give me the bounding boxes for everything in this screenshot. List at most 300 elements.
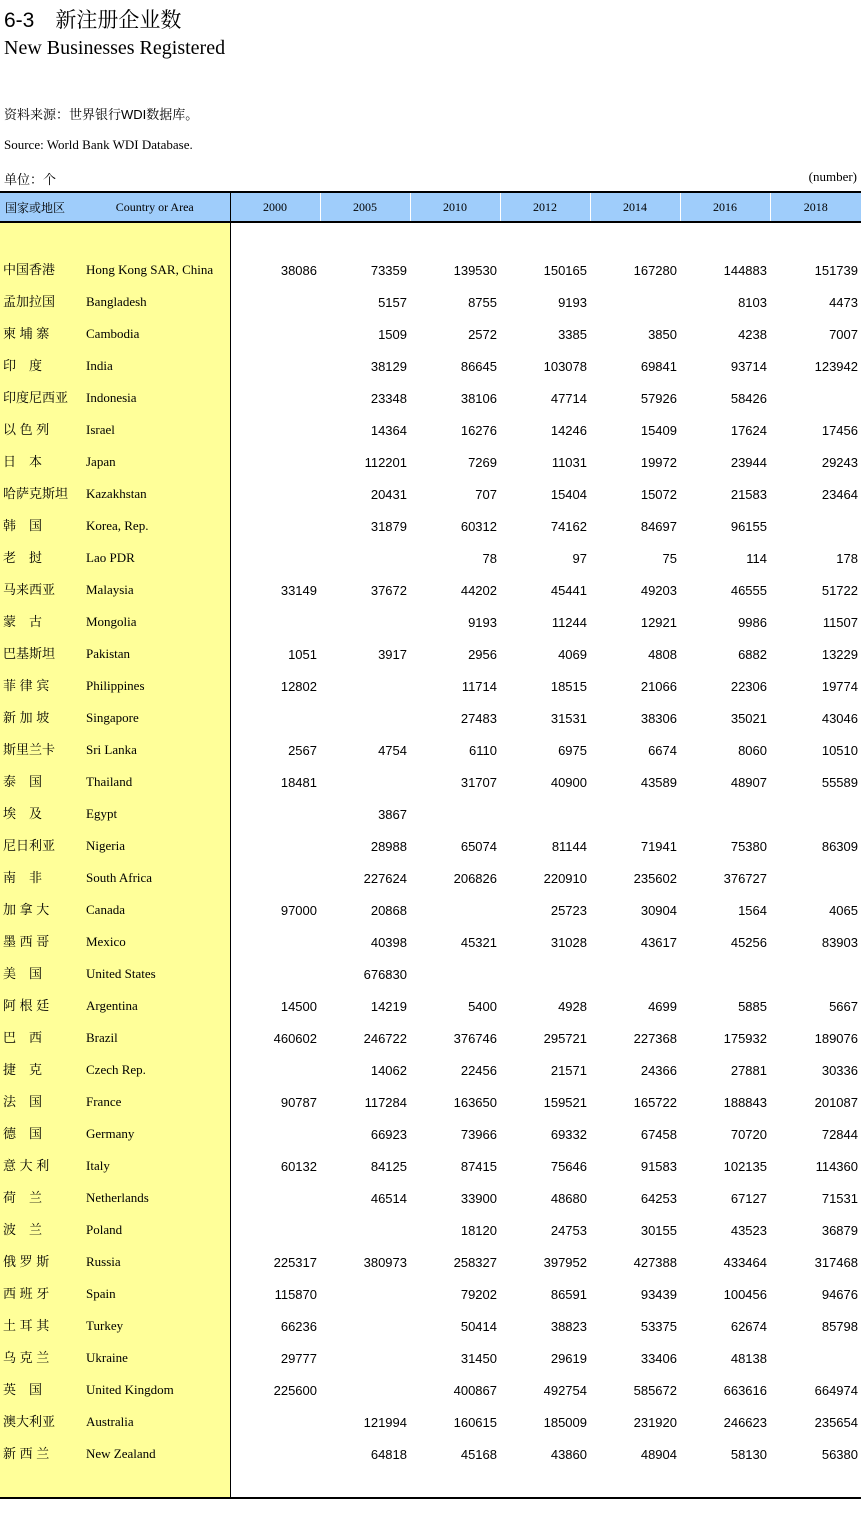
value-cell — [680, 956, 770, 988]
country-name-cn: 捷 克 — [0, 1052, 80, 1084]
value-cell: 492754 — [543, 1383, 587, 1398]
value-cell: 38306 — [640, 711, 677, 726]
value-cell: 72844 — [821, 1127, 858, 1142]
country-name-en: Singapore — [80, 700, 230, 732]
value-cell: 83903 — [821, 935, 858, 950]
spacer-cell — [410, 222, 500, 252]
country-name-en: Cambodia — [80, 316, 230, 348]
value-cell — [590, 796, 680, 828]
value-cell — [230, 604, 320, 636]
value-cell: 19774 — [821, 679, 858, 694]
value-cell: 30336 — [821, 1063, 858, 1078]
country-name-en: Canada — [80, 892, 230, 924]
value-cell: 295721 — [543, 1031, 587, 1046]
spacer-cell — [0, 222, 80, 252]
table-row — [0, 380, 861, 412]
value-cell: 46555 — [730, 583, 767, 598]
country-name-en: Spain — [80, 1276, 230, 1308]
country-name-en: Argentina — [80, 988, 230, 1020]
spacer-cell — [80, 1468, 230, 1498]
value-cell: 71941 — [640, 839, 677, 854]
value-cell: 87415 — [460, 1159, 497, 1174]
value-cell: 22456 — [460, 1063, 497, 1078]
value-cell — [230, 924, 320, 956]
value-cell: 93439 — [640, 1287, 677, 1302]
value-cell: 3867 — [378, 807, 407, 822]
value-cell: 676830 — [363, 967, 407, 982]
value-cell: 73359 — [370, 263, 407, 278]
table-row — [0, 1148, 861, 1180]
country-name-en: Pakistan — [80, 636, 230, 668]
value-cell: 21583 — [730, 487, 767, 502]
value-cell: 8755 — [468, 295, 497, 310]
country-name-cn: 菲 律 宾 — [0, 668, 80, 700]
value-cell: 4928 — [558, 999, 587, 1014]
value-cell — [500, 956, 590, 988]
value-cell: 30904 — [640, 903, 677, 918]
value-cell: 23944 — [730, 455, 767, 470]
value-cell — [770, 956, 861, 988]
table-row — [0, 956, 861, 988]
country-name-cn: 埃 及 — [0, 796, 80, 828]
source-note-cn: 资料来源：世界银行WDI数据库。 — [4, 107, 199, 122]
value-cell — [320, 604, 410, 636]
value-cell: 29777 — [280, 1351, 317, 1366]
value-cell: 14219 — [370, 999, 407, 1014]
value-cell: 38106 — [460, 391, 497, 406]
table-row — [0, 764, 861, 796]
value-cell: 114360 — [815, 1159, 858, 1174]
value-cell: 4699 — [648, 999, 677, 1014]
spacer-cell — [0, 1468, 80, 1498]
value-cell — [590, 956, 680, 988]
value-cell: 33900 — [460, 1191, 497, 1206]
value-cell: 167280 — [633, 263, 677, 278]
value-cell: 93714 — [730, 359, 767, 374]
country-name-en: Mexico — [80, 924, 230, 956]
spacer-cell — [320, 222, 410, 252]
value-cell: 73966 — [460, 1127, 497, 1142]
value-cell: 8103 — [738, 295, 767, 310]
value-cell: 90787 — [280, 1095, 317, 1110]
value-cell: 376746 — [453, 1031, 497, 1046]
country-name-en: New Zealand — [80, 1436, 230, 1468]
country-name-en: Lao PDR — [80, 540, 230, 572]
value-cell: 97000 — [280, 903, 317, 918]
value-cell: 11507 — [822, 615, 858, 630]
country-name-en: Brazil — [80, 1020, 230, 1052]
value-cell: 60312 — [460, 519, 497, 534]
country-name-en: Malaysia — [80, 572, 230, 604]
country-name-cn: 南 非 — [0, 860, 80, 892]
country-name-en: Russia — [80, 1244, 230, 1276]
value-cell: 117284 — [364, 1095, 407, 1110]
value-cell: 139530 — [453, 263, 497, 278]
value-cell: 188843 — [723, 1095, 767, 1110]
value-cell: 40398 — [370, 935, 407, 950]
table-spacer-row — [0, 1468, 861, 1498]
value-cell: 1509 — [378, 327, 407, 342]
value-cell: 22306 — [730, 679, 767, 694]
value-cell — [230, 316, 320, 348]
value-cell: 225600 — [273, 1383, 317, 1398]
value-cell: 58130 — [730, 1447, 767, 1462]
column-header-year: 2005 — [320, 192, 410, 222]
value-cell: 664974 — [814, 1383, 858, 1398]
value-cell: 97 — [572, 551, 587, 566]
table-row — [0, 732, 861, 764]
table-row — [0, 476, 861, 508]
value-cell: 112201 — [364, 455, 407, 470]
table-row — [0, 1052, 861, 1084]
value-cell — [230, 796, 320, 828]
value-cell: 5400 — [468, 999, 497, 1014]
country-name-cn: 孟加拉国 — [0, 284, 80, 316]
country-name-en: Korea, Rep. — [80, 508, 230, 540]
value-cell — [230, 1116, 320, 1148]
table-row — [0, 1212, 861, 1244]
value-cell — [230, 1404, 320, 1436]
value-cell: 18481 — [280, 775, 317, 790]
value-cell: 9193 — [558, 295, 587, 310]
column-header-year: 2016 — [680, 192, 770, 222]
value-cell: 397952 — [543, 1255, 587, 1270]
value-cell: 2956 — [468, 647, 497, 662]
value-cell: 4238 — [738, 327, 767, 342]
spacer-cell — [230, 222, 320, 252]
value-cell: 86309 — [821, 839, 858, 854]
value-cell: 74162 — [550, 519, 587, 534]
value-cell: 69332 — [550, 1127, 587, 1142]
value-cell — [230, 348, 320, 380]
value-cell: 15072 — [640, 487, 677, 502]
value-cell: 38129 — [370, 359, 407, 374]
table-row — [0, 1180, 861, 1212]
spacer-cell — [230, 1468, 320, 1498]
value-cell — [770, 508, 861, 540]
value-cell: 65074 — [460, 839, 497, 854]
data-table — [0, 191, 861, 1499]
table-row — [0, 636, 861, 668]
country-name-cn: 以 色 列 — [0, 412, 80, 444]
value-cell: 70720 — [730, 1127, 767, 1142]
country-name-cn: 波 兰 — [0, 1212, 80, 1244]
value-cell — [230, 444, 320, 476]
value-cell — [230, 380, 320, 412]
value-cell: 53375 — [640, 1319, 677, 1334]
country-name-en: Hong Kong SAR, China — [80, 252, 230, 284]
table-body — [0, 222, 861, 1498]
value-cell: 235654 — [814, 1415, 858, 1430]
value-cell: 66923 — [370, 1127, 407, 1142]
value-cell: 46514 — [370, 1191, 407, 1206]
value-cell: 227368 — [633, 1031, 677, 1046]
value-cell: 9193 — [468, 615, 497, 630]
value-cell: 8060 — [738, 743, 767, 758]
country-name-cn: 德 国 — [0, 1116, 80, 1148]
value-cell: 57926 — [640, 391, 677, 406]
value-cell: 66236 — [280, 1319, 317, 1334]
country-name-en: Turkey — [80, 1308, 230, 1340]
spacer-cell — [680, 222, 770, 252]
country-name-cn: 新 西 兰 — [0, 1436, 80, 1468]
value-cell: 55589 — [821, 775, 858, 790]
country-name-cn: 西 班 牙 — [0, 1276, 80, 1308]
value-cell: 75380 — [730, 839, 767, 854]
country-name-en: Germany — [80, 1116, 230, 1148]
value-cell: 23348 — [370, 391, 407, 406]
value-cell: 67127 — [730, 1191, 767, 1206]
value-cell: 31707 — [460, 775, 497, 790]
value-cell: 47714 — [550, 391, 587, 406]
table-row — [0, 1244, 861, 1276]
column-header-year: 2000 — [230, 192, 320, 222]
table-row — [0, 1436, 861, 1468]
value-cell: 14062 — [370, 1063, 407, 1078]
value-cell — [410, 796, 500, 828]
value-cell: 225317 — [273, 1255, 317, 1270]
value-cell — [230, 956, 320, 988]
country-name-en: Nigeria — [80, 828, 230, 860]
column-header-year: 2010 — [410, 192, 500, 222]
value-cell: 2572 — [468, 327, 497, 342]
value-cell: 17624 — [730, 423, 767, 438]
value-cell: 6975 — [558, 743, 587, 758]
value-cell — [230, 700, 320, 732]
value-cell: 24753 — [550, 1223, 587, 1238]
value-cell: 160615 — [453, 1415, 497, 1430]
value-cell: 5667 — [829, 999, 858, 1014]
value-cell: 43523 — [730, 1223, 767, 1238]
value-cell: 3850 — [648, 327, 677, 342]
value-cell: 50414 — [460, 1319, 497, 1334]
value-cell — [320, 764, 410, 796]
value-cell: 43046 — [821, 711, 858, 726]
value-cell — [320, 1276, 410, 1308]
table-row — [0, 1276, 861, 1308]
value-cell: 27881 — [730, 1063, 767, 1078]
value-cell: 663616 — [723, 1383, 767, 1398]
country-name-cn: 荷 兰 — [0, 1180, 80, 1212]
table-header-row — [0, 192, 861, 222]
column-header-year: 2018 — [770, 192, 861, 222]
value-cell: 51722 — [821, 583, 858, 598]
value-cell: 23464 — [821, 487, 858, 502]
value-cell: 85798 — [821, 1319, 858, 1334]
spacer-cell — [770, 1468, 861, 1498]
value-cell: 5885 — [738, 999, 767, 1014]
value-cell: 43589 — [640, 775, 677, 790]
value-cell: 49203 — [640, 583, 677, 598]
country-name-en: Egypt — [80, 796, 230, 828]
table-row — [0, 508, 861, 540]
value-cell: 43860 — [550, 1447, 587, 1462]
value-cell: 7007 — [829, 327, 858, 342]
value-cell: 79202 — [460, 1287, 497, 1302]
country-name-cn: 意 大 利 — [0, 1148, 80, 1180]
value-cell: 14364 — [370, 423, 407, 438]
value-cell — [320, 1212, 410, 1244]
value-cell: 25723 — [550, 903, 587, 918]
value-cell: 3917 — [378, 647, 407, 662]
value-cell: 460602 — [273, 1031, 317, 1046]
value-cell: 100456 — [723, 1287, 767, 1302]
value-cell — [770, 380, 861, 412]
table-spacer-row — [0, 222, 861, 252]
table-row — [0, 988, 861, 1020]
table-row — [0, 348, 861, 380]
value-cell: 91583 — [640, 1159, 677, 1174]
value-cell: 231920 — [633, 1415, 677, 1430]
value-cell: 24366 — [640, 1063, 677, 1078]
value-cell: 206826 — [453, 871, 497, 886]
value-cell: 18120 — [460, 1223, 497, 1238]
value-cell: 178 — [836, 551, 858, 566]
value-cell: 10510 — [821, 743, 858, 758]
country-name-en: Bangladesh — [80, 284, 230, 316]
country-name-en: Kazakhstan — [80, 476, 230, 508]
spacer-cell — [410, 1468, 500, 1498]
value-cell: 58426 — [730, 391, 767, 406]
value-cell: 14500 — [280, 999, 317, 1014]
value-cell: 48138 — [730, 1351, 767, 1366]
country-name-cn: 中国香港 — [0, 252, 80, 284]
value-cell: 150165 — [543, 263, 587, 278]
value-cell: 4473 — [829, 295, 858, 310]
value-cell: 15404 — [550, 487, 587, 502]
country-name-en: Australia — [80, 1404, 230, 1436]
table-row — [0, 1084, 861, 1116]
value-cell — [320, 1308, 410, 1340]
value-cell: 103078 — [543, 359, 587, 374]
value-cell: 64253 — [640, 1191, 677, 1206]
value-cell: 123942 — [814, 359, 858, 374]
value-cell — [770, 796, 861, 828]
country-name-cn: 柬 埔 寨 — [0, 316, 80, 348]
table-row — [0, 604, 861, 636]
country-name-en: Mongolia — [80, 604, 230, 636]
table-row — [0, 892, 861, 924]
value-cell: 235602 — [633, 871, 677, 886]
value-cell: 151739 — [814, 263, 858, 278]
table-row — [0, 444, 861, 476]
value-cell: 144883 — [723, 263, 767, 278]
country-name-cn: 澳大利亚 — [0, 1404, 80, 1436]
value-cell — [230, 412, 320, 444]
value-cell: 27483 — [460, 711, 497, 726]
value-cell — [230, 1180, 320, 1212]
value-cell: 45168 — [460, 1447, 497, 1462]
value-cell — [230, 1436, 320, 1468]
country-name-cn: 新 加 坡 — [0, 700, 80, 732]
table-row — [0, 1404, 861, 1436]
value-cell: 17456 — [821, 423, 858, 438]
value-cell: 71531 — [821, 1191, 858, 1206]
spacer-cell — [590, 222, 680, 252]
country-name-en: United States — [80, 956, 230, 988]
value-cell: 28988 — [370, 839, 407, 854]
page-title-en: New Businesses Registered — [4, 37, 226, 59]
value-cell: 12802 — [280, 679, 317, 694]
value-cell: 1564 — [738, 903, 767, 918]
country-name-en: Ukraine — [80, 1340, 230, 1372]
value-cell: 400867 — [453, 1383, 497, 1398]
value-cell: 15409 — [640, 423, 677, 438]
value-cell: 5157 — [378, 295, 407, 310]
value-cell: 84125 — [370, 1159, 407, 1174]
country-name-cn: 法 国 — [0, 1084, 80, 1116]
table-row — [0, 412, 861, 444]
country-name-cn: 英 国 — [0, 1372, 80, 1404]
value-cell: 35021 — [730, 711, 767, 726]
value-cell: 163650 — [453, 1095, 497, 1110]
country-name-cn: 泰 国 — [0, 764, 80, 796]
value-cell: 75646 — [550, 1159, 587, 1174]
country-name-cn: 乌 克 兰 — [0, 1340, 80, 1372]
country-name-en: United Kingdom — [80, 1372, 230, 1404]
spacer-cell — [80, 222, 230, 252]
value-cell: 38823 — [550, 1319, 587, 1334]
value-cell: 707 — [475, 487, 497, 502]
country-name-cn: 哈萨克斯坦 — [0, 476, 80, 508]
value-cell: 317468 — [814, 1255, 858, 1270]
table-row — [0, 924, 861, 956]
country-name-en: Poland — [80, 1212, 230, 1244]
value-cell: 114 — [746, 551, 767, 566]
country-name-cn: 巴 西 — [0, 1020, 80, 1052]
table-row — [0, 1020, 861, 1052]
value-cell: 185009 — [543, 1415, 587, 1430]
value-cell — [770, 860, 861, 892]
table-row — [0, 1372, 861, 1404]
value-cell — [230, 1052, 320, 1084]
value-cell: 45321 — [460, 935, 497, 950]
value-cell: 4065 — [829, 903, 858, 918]
value-cell — [320, 1372, 410, 1404]
value-cell: 64818 — [370, 1447, 407, 1462]
value-cell: 21066 — [640, 679, 677, 694]
country-name-cn: 墨 西 哥 — [0, 924, 80, 956]
value-cell — [230, 284, 320, 316]
value-cell: 165722 — [633, 1095, 677, 1110]
country-name-cn: 加 拿 大 — [0, 892, 80, 924]
country-name-en: France — [80, 1084, 230, 1116]
value-cell: 4754 — [378, 743, 407, 758]
source-note-en: Source: World Bank WDI Database. — [4, 137, 193, 152]
value-cell: 380973 — [363, 1255, 407, 1270]
country-name-cn: 印 度 — [0, 348, 80, 380]
table-row — [0, 828, 861, 860]
table-row — [0, 700, 861, 732]
value-cell: 14246 — [550, 423, 587, 438]
page-title-cn: 6-3 新注册企业数 — [4, 9, 182, 32]
value-cell: 45441 — [550, 583, 587, 598]
country-name-en: South Africa — [80, 860, 230, 892]
value-cell: 201087 — [814, 1095, 858, 1110]
column-header-country-cn: 国家或地区 — [0, 192, 80, 222]
country-name-en: Sri Lanka — [80, 732, 230, 764]
spacer-cell — [680, 1468, 770, 1498]
value-cell — [410, 956, 500, 988]
value-cell: 81144 — [551, 839, 587, 854]
country-name-cn: 美 国 — [0, 956, 80, 988]
value-cell: 159521 — [543, 1095, 587, 1110]
value-cell: 19972 — [640, 455, 677, 470]
value-cell: 6882 — [738, 647, 767, 662]
column-header-country-en: Country or Area — [80, 192, 230, 222]
table-row — [0, 284, 861, 316]
table-row — [0, 540, 861, 572]
